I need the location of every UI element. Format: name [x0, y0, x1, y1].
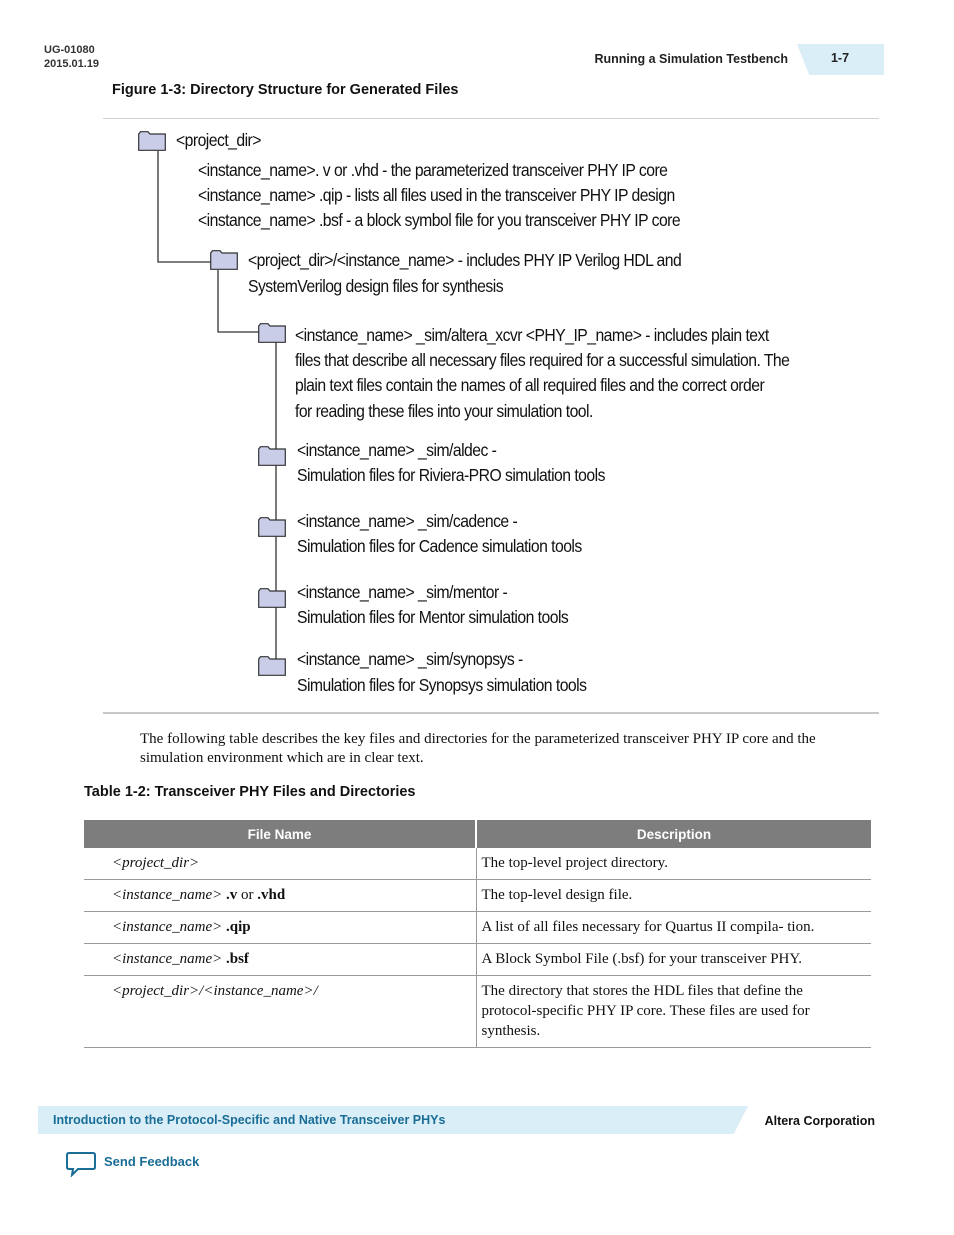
- instance-folder-icon: [210, 250, 238, 270]
- mentor-desc: Simulation files for Mentor simulation tools: [297, 607, 569, 627]
- file-name-cell: [84, 848, 476, 880]
- intro-paragraph: The following table describes the key files and directories for the parameterized transceiver PHY IP core and the simulation environment which are in clear text.: [140, 731, 816, 766]
- root-folder-label: <project_dir>: [176, 130, 261, 150]
- description-cell: The directory that stores the HDL files that define the protocol-specific PHY IP core. These files are used for synthesis.: [476, 976, 871, 1048]
- cadence-folder-icon: [258, 517, 286, 537]
- altera-xcvr-line-4: for reading these files into your simulation tool.: [295, 401, 593, 421]
- synopsys-desc: Simulation files for Synopsys simulation tools: [297, 675, 587, 695]
- document-date: 2015.01.19: [44, 58, 100, 70]
- file-name-cell: [84, 944, 476, 976]
- footer-company: Altera Corporation: [764, 1114, 875, 1128]
- file-name-cell: [84, 880, 476, 912]
- description-cell: A list of all files necessary for Quartus II compila- tion.: [476, 912, 871, 944]
- column-header-file-name: File Name: [84, 820, 476, 848]
- file-extension: .v: [222, 887, 238, 903]
- files-table: [84, 820, 871, 1048]
- description-cell: The top-level design file.: [476, 880, 871, 912]
- cadence-label: <instance_name> _sim/cadence -: [297, 511, 518, 531]
- file-extension: .bsf: [222, 951, 249, 967]
- synopsys-folder-icon: [258, 656, 286, 676]
- altera-xcvr-line-1: <instance_name> _sim/altera_xcvr <PHY_IP_name> - includes plain text: [295, 325, 769, 345]
- table-row: [84, 912, 871, 944]
- file-name-italic: <project_dir>: [112, 855, 200, 871]
- table-row: [84, 848, 871, 880]
- aldec-desc: Simulation files for Riviera-PRO simulation tools: [297, 465, 605, 485]
- mentor-label: <instance_name> _sim/mentor -: [297, 582, 508, 602]
- aldec-label: <instance_name> _sim/aldec -: [297, 440, 497, 460]
- send-feedback-link[interactable]: Send Feedback: [104, 1154, 200, 1169]
- description-cell: The top-level project directory.: [476, 848, 871, 880]
- table-row: [84, 880, 871, 912]
- altera-xcvr-folder-icon: [258, 323, 286, 343]
- root-file-bsf: <instance_name> .bsf - a block symbol file for you transceiver PHY IP core: [198, 210, 681, 230]
- table-row: [84, 944, 871, 976]
- figure-caption: Figure 1-3: Directory Structure for Generated Files: [112, 82, 459, 98]
- table-row: [84, 976, 871, 1048]
- root-file-qip: <instance_name> .qip - lists all files used in the transceiver PHY IP design: [198, 185, 675, 205]
- file-name-cell: [84, 912, 476, 944]
- file-name-italic: <project_dir>/<instance_name>/: [112, 983, 318, 999]
- aldec-folder-icon: [258, 446, 286, 466]
- document-id: UG-01080: [44, 44, 95, 56]
- instance-folder-desc: SystemVerilog design files for synthesis: [248, 276, 504, 296]
- cadence-desc: Simulation files for Cadence simulation tools: [297, 536, 582, 556]
- feedback-icon[interactable]: [66, 1151, 96, 1177]
- root-file-v-vhd: <instance_name>. v or .vhd - the parameterized transceiver PHY IP core: [198, 160, 668, 180]
- column-header-description: Description: [476, 820, 871, 848]
- file-extension: .qip: [222, 919, 251, 935]
- figure-bottom-divider: [103, 712, 879, 714]
- table-caption: Table 1-2: Transceiver PHY Files and Directories: [84, 784, 416, 800]
- file-name-italic: <instance_name>: [112, 919, 223, 935]
- footer-chapter-link[interactable]: Introduction to the Protocol-Specific and Native Transceiver PHYs: [53, 1113, 446, 1127]
- root-folder-icon: [138, 131, 166, 151]
- altera-xcvr-line-2: files that describe all necessary files required for a successful simulation. The: [295, 350, 790, 370]
- instance-folder-label: <project_dir>/<instance_name> - includes PHY IP Verilog HDL and: [248, 250, 682, 270]
- file-extension-alt: .vhd: [257, 887, 286, 903]
- file-name-or: or: [237, 887, 258, 903]
- file-name-italic: <instance_name>: [112, 887, 223, 903]
- mentor-folder-icon: [258, 588, 286, 608]
- file-name-italic: <instance_name>: [112, 951, 223, 967]
- file-name-cell: [84, 976, 476, 1048]
- page-number: 1-7: [830, 51, 850, 65]
- section-title: Running a Simulation Testbench: [594, 52, 788, 66]
- table-header-row: [84, 820, 871, 848]
- description-cell: A Block Symbol File (.bsf) for your transceiver PHY.: [476, 944, 871, 976]
- synopsys-label: <instance_name> _sim/synopsys -: [297, 649, 523, 669]
- altera-xcvr-line-3: plain text files contain the names of all required files and the correct order: [295, 375, 765, 395]
